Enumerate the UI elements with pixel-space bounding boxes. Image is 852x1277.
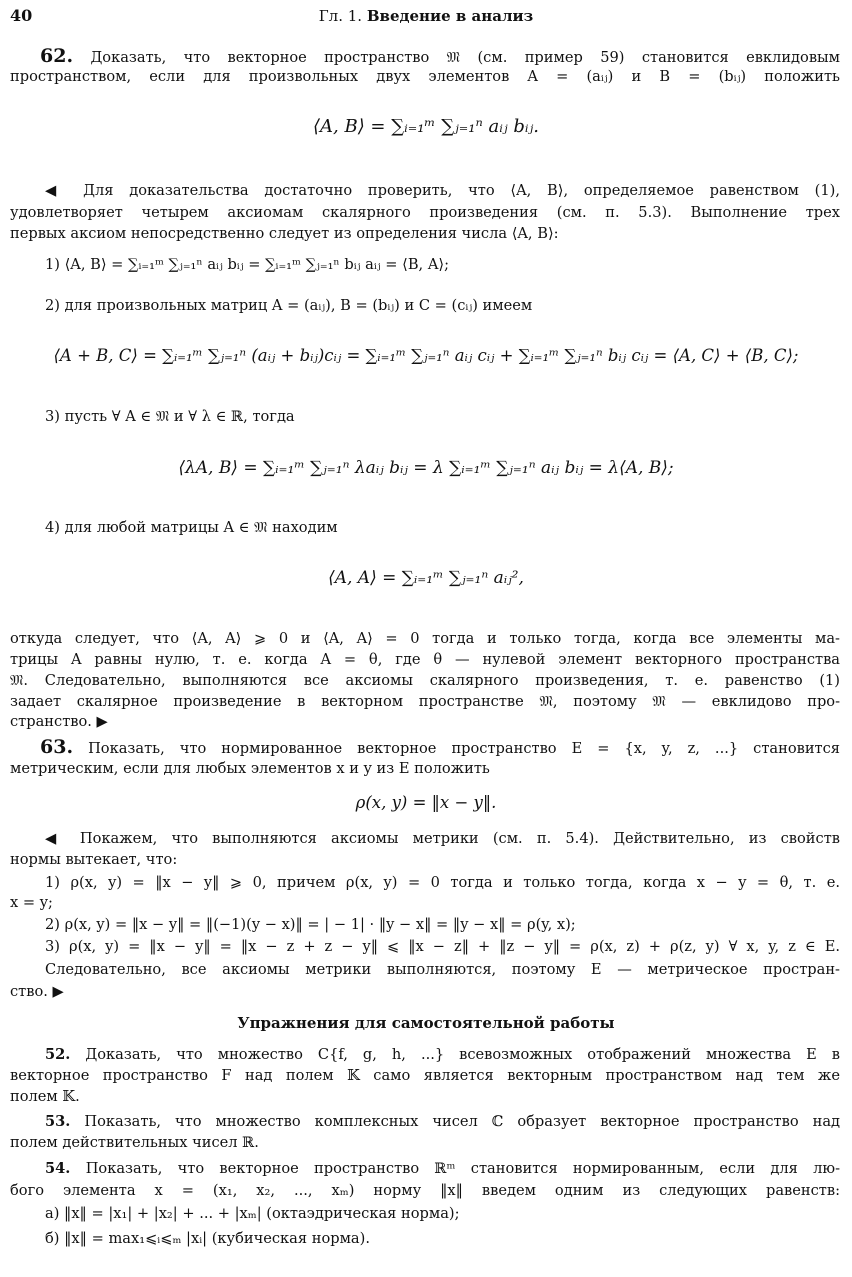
exercise-54-line-2: бого элемента x = (x₁, x₂, ..., xₘ) норму ‖x‖ введем одним из следующих равенств: (10, 1182, 840, 1199)
problem-62-statement-line-1: 62. Доказать, что векторное пространство 𝔐 (см. пример 59) становится евклидовым (40, 45, 840, 67)
problem-62-proof-line-1: ◀ Для доказательства достаточно проверить, что ⟨A, B⟩, определяемое равенством (1), (45, 182, 840, 199)
problem-62-conclusion-line-5: странство. ▶ (10, 713, 108, 730)
problem-62-conclusion-line-4: задает скалярное произведение в векторном пространстве 𝔐, поэтому 𝔐 — евклидово про- (10, 693, 840, 710)
exercise-53-line-2: полем действительных чисел ℝ. (10, 1134, 259, 1151)
exercises-heading: Упражнения для самостоятельной работы (237, 1014, 615, 1032)
problem-62-axiom-3-equation: ⟨λA, B⟩ = ∑ᵢ₌₁ᵐ ∑ⱼ₌₁ⁿ λaᵢⱼ bᵢⱼ = λ ∑ᵢ₌₁ᵐ ∑ⱼ₌₁ⁿ aᵢⱼ bᵢⱼ = λ⟨A, B⟩; (178, 458, 674, 478)
problem-62-axiom-4-equation: ⟨A, A⟩ = ∑ᵢ₌₁ᵐ ∑ⱼ₌₁ⁿ aᵢⱼ², (328, 568, 524, 588)
problem-63-main-equation: ρ(x, y) = ‖x − y‖. (355, 793, 497, 812)
exercise-52-line-3: полем 𝕂. (10, 1088, 80, 1105)
problem-62-statement-line-2: пространством, если для произвольных двух элементов A = (aᵢⱼ) и B = (bᵢⱼ) положить (10, 68, 840, 85)
problem-62-main-equation: ⟨A, B⟩ = ∑ᵢ₌₁ᵐ ∑ⱼ₌₁ⁿ aᵢⱼ bᵢⱼ. (313, 116, 539, 137)
exercise-53-line-1: 53. Показать, что множество комплексных чисел ℂ образует векторное пространство над (45, 1113, 841, 1130)
problem-62-axiom-2-equation: ⟨A + B, C⟩ = ∑ᵢ₌₁ᵐ ∑ⱼ₌₁ⁿ (aᵢⱼ + bᵢⱼ)cᵢⱼ = ∑ᵢ₌₁ᵐ ∑ⱼ₌₁ⁿ aᵢⱼ cᵢⱼ + ∑ᵢ₌₁ᵐ ∑ⱼ₌₁ⁿ bᵢⱼ cᵢⱼ = ⟨A, C⟩ + ⟨B, C⟩; (53, 346, 799, 365)
problem-63-proof-line-1: ◀ Покажем, что выполняются аксиомы метрики (см. п. 5.4). Действительно, из свойств (45, 830, 840, 847)
problem-63-axiom-1-line-1: 1) ρ(x, y) = ‖x − y‖ ⩾ 0, причем ρ(x, y) = 0 тогда и только тогда, когда x − y = θ, т. е. (45, 874, 840, 891)
problem-62-number: 62. (40, 45, 74, 67)
problem-62-axiom-3-intro: 3) пусть ∀ A ∈ 𝔐 и ∀ λ ∈ ℝ, тогда (45, 408, 295, 425)
chapter-prefix: Гл. 1. (318, 7, 363, 25)
problem-62-axiom-1: 1) ⟨A, B⟩ = ∑ᵢ₌₁ᵐ ∑ⱼ₌₁ⁿ aᵢⱼ bᵢⱼ = ∑ᵢ₌₁ᵐ ∑ⱼ₌₁ⁿ bᵢⱼ aᵢⱼ = ⟨B, A⟩; (45, 256, 449, 273)
problem-62-proof-line-3: первых аксиом непосредственно следует из определения числа ⟨A, B⟩: (10, 225, 559, 242)
problem-63-axiom-1-line-2: x = y; (10, 894, 53, 911)
problem-63-axiom-2: 2) ρ(x, y) = ‖x − y‖ = ‖(−1)(y − x)‖ = | − 1| · ‖y − x‖ = ‖y − x‖ = ρ(y, x); (45, 916, 576, 933)
exercise-54-number: 54. (45, 1160, 71, 1177)
problem-62-conclusion-line-3: 𝔐. Следовательно, выполняются все аксиомы скалярного произведения, т. е. равенство (1) (10, 672, 840, 689)
exercise-52-line-1: 52. Доказать, что множество C{f, g, h, ...} всевозможных отображений множества E в (45, 1046, 840, 1063)
problem-63-axiom-3: 3) ρ(x, y) = ‖x − y‖ = ‖x − z + z − y‖ ⩽ ‖x − z‖ + ‖z − y‖ = ρ(x, z) + ρ(z, y) ∀ x, y, z ∈ E. (45, 938, 840, 955)
problem-62-proof-line-2: удовлетворяет четырем аксиомам скалярного произведения (см. п. 5.3). Выполнение трех (10, 204, 840, 221)
page-number: 40 (10, 6, 33, 25)
problem-63-statement-line-1: 63. Показать, что нормированное векторное пространство E = {x, y, z, ...} становится (40, 736, 841, 758)
problem-63-proof-line-2: нормы вытекает, что: (10, 851, 178, 868)
exercise-54-option-a: а) ‖x‖ = |x₁| + |x₂| + ... + |xₘ| (октаэдрическая норма); (45, 1205, 460, 1222)
exercise-54-option-b: б) ‖x‖ = max₁⩽ᵢ⩽ₘ |xᵢ| (кубическая норма). (45, 1230, 370, 1247)
problem-63-statement-line-2: метрическим, если для любых элементов x и y из E положить (10, 760, 490, 777)
exercise-53-number: 53. (45, 1113, 71, 1130)
problem-62-conclusion-line-2: трицы A равны нулю, т. е. когда A = θ, где θ — нулевой элемент векторного пространства (10, 651, 840, 668)
chapter-title: Введение в анализ (366, 7, 534, 25)
running-header (0, 7, 852, 25)
problem-63-number: 63. (40, 736, 74, 758)
problem-62-conclusion-line-1: откуда следует, что ⟨A, A⟩ ⩾ 0 и ⟨A, A⟩ = 0 тогда и только тогда, когда все элементы ма- (10, 630, 840, 647)
problem-62-axiom-4-intro: 4) для любой матрицы A ∈ 𝔐 находим (45, 519, 338, 536)
problem-63-conclusion-line-2: ство. ▶ (10, 983, 64, 1000)
exercise-52-line-2: векторное пространство F над полем 𝕂 само является векторным пространством над тем же (10, 1067, 840, 1084)
exercise-52-number: 52. (45, 1046, 71, 1063)
problem-63-conclusion-line-1: Следовательно, все аксиомы метрики выполняются, поэтому E — метрическое простран- (45, 961, 840, 978)
problem-62-axiom-2-intro: 2) для произвольных матриц A = (aᵢⱼ), B = (bᵢⱼ) и C = (cᵢⱼ) имеем (45, 297, 533, 314)
exercise-54-line-1: 54. Показать, что векторное пространство ℝᵐ становится нормированным, если для лю- (45, 1160, 841, 1177)
